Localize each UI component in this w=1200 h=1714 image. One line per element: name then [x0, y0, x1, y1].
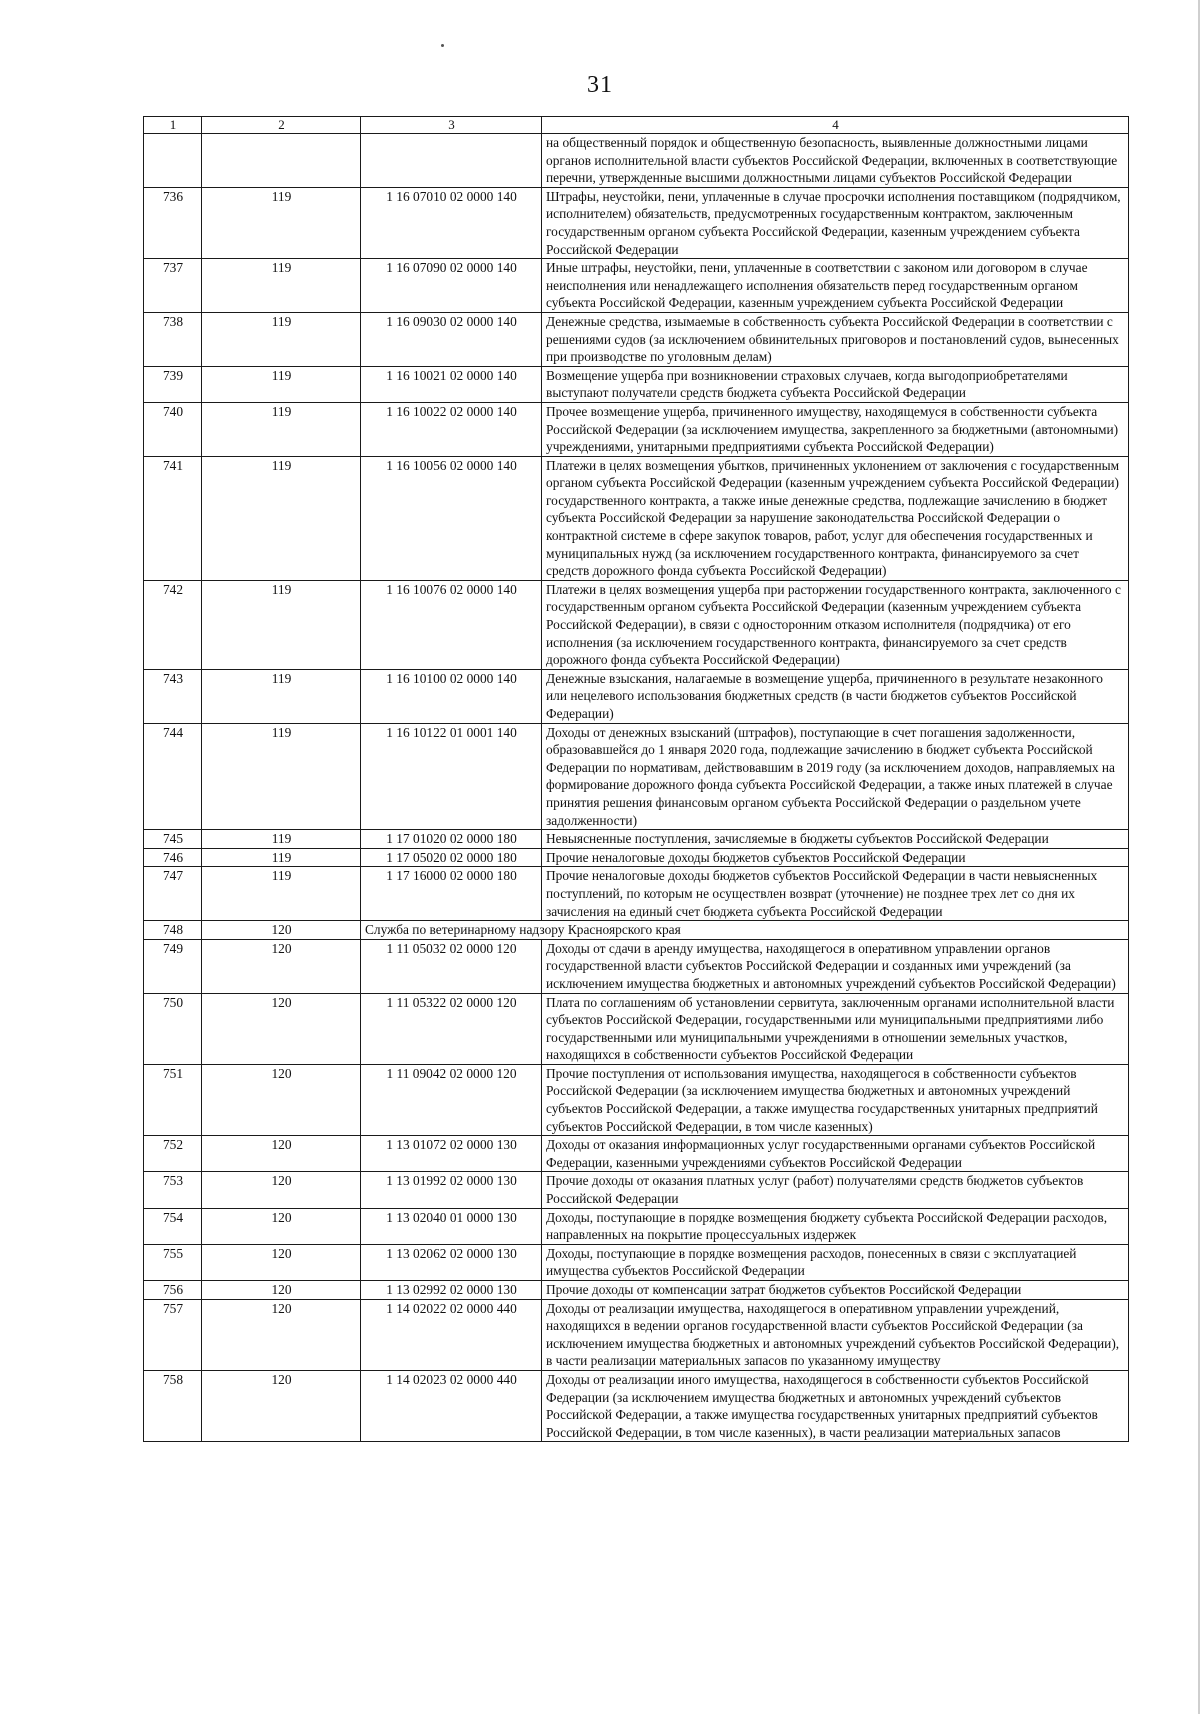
revenue-description: Штрафы, неустойки, пени, уплаченные в случае просрочки исполнения поставщиком (подрядчиком, исполнителем) обязательств, предусмотренных государственным контрактом, заключенным государственным органом субъекта Российской Федерации, казенным учреждением субъекта Российской Федерации [542, 187, 1129, 258]
revenue-description: Доходы от сдачи в аренду имущества, находящегося в оперативном управлении органов государственной власти субъектов Российской Федерации и созданных ими учреждений (за исключением имущества бюджетных и автономных учреждений субъектов Российской Федерации) [542, 939, 1129, 993]
column-header-4: 4 [542, 117, 1129, 134]
table-row [144, 402, 1129, 456]
table-row [144, 187, 1129, 258]
revenue-description: Денежные взыскания, налагаемые в возмещение ущерба, причиненного в результате незаконного или нецелевого использования бюджетных средств (в части бюджетов субъектов Российской Федерации) [542, 669, 1129, 723]
chapter-code: 120 [202, 1172, 361, 1208]
column-header-1: 1 [144, 117, 202, 134]
chapter-code: 120 [202, 993, 361, 1064]
budget-classification-code: 1 11 05032 02 0000 120 [361, 939, 542, 993]
row-number: 743 [144, 669, 202, 723]
chapter-code: 119 [202, 259, 361, 313]
budget-classification-code: 1 13 01992 02 0000 130 [361, 1172, 542, 1208]
revenue-description: Прочее возмещение ущерба, причиненного имуществу, находящемуся в собственности субъекта Российской Федерации (за исключением имущества, закрепленного за бюджетными (автономными) учреждениями, унитарными предприятиями субъекта Российской Федерации) [542, 402, 1129, 456]
table-row [144, 867, 1129, 921]
chapter-code: 119 [202, 723, 361, 830]
table-row [144, 993, 1129, 1064]
budget-classification-code: 1 13 02062 02 0000 130 [361, 1244, 542, 1280]
chapter-code: 119 [202, 830, 361, 849]
table-row [144, 1244, 1129, 1280]
row-number: 753 [144, 1172, 202, 1208]
budget-classification-code: 1 14 02023 02 0000 440 [361, 1370, 542, 1441]
chapter-code: 119 [202, 402, 361, 456]
chapter-code: 119 [202, 669, 361, 723]
revenue-description: Доходы от оказания информационных услуг государственными органами субъектов Российской Федерации, казенными учреждениями субъектов Российской Федерации [542, 1136, 1129, 1172]
revenue-description: на общественный порядок и общественную безопасность, выявленные должностными лицами органов исполнительной власти субъектов Российской Федерации, включенных в соответствующие перечни, утвержденные высшими должностными лицами субъектов Российской Федерации [542, 134, 1129, 188]
table-row [144, 1136, 1129, 1172]
column-header-3: 3 [361, 117, 542, 134]
row-number: 737 [144, 259, 202, 313]
chapter-code: 120 [202, 1281, 361, 1300]
budget-classification-code: 1 16 07090 02 0000 140 [361, 259, 542, 313]
chapter-code: 120 [202, 1208, 361, 1244]
chapter-code: 119 [202, 312, 361, 366]
row-number: 738 [144, 312, 202, 366]
revenue-description: Платежи в целях возмещения убытков, причиненных уклонением от заключения с государственным органом субъекта Российской Федерации (казенным учреждением субъекта Российской Федерации) государственного контракта, а также иные денежные средства, подлежащие зачислению в бюджет субъекта Российской Федерации за нарушение законодательства Российской Федерации о контрактной системе в сфере закупок товаров, работ, услуг для обеспечения государственных и муниципальных нужд (за исключением государственного контракта, финансируемого за счет средств дорожного фонда субъекта Российской Федерации) [542, 456, 1129, 580]
table-row [144, 848, 1129, 867]
revenue-description: Доходы от реализации имущества, находящегося в оперативном управлении учреждений, находящихся в ведении органов государственной власти субъектов Российской Федерации (за исключением имущества бюджетных и автономных учреждений субъектов Российской Федерации), в части реализации материальных запасов по указанному имуществу [542, 1299, 1129, 1370]
chapter-code: 119 [202, 366, 361, 402]
budget-classification-code: 1 11 09042 02 0000 120 [361, 1064, 542, 1135]
revenue-description: Плата по соглашениям об установлении сервитута, заключенным органами исполнительной власти субъектов Российской Федерации, государственными или муниципальными предприятиями либо государственными или муниципальными учреждениями в отношении земельных участков, находящихся в собственности субъектов Российской Федерации [542, 993, 1129, 1064]
budget-classification-code: 1 16 10021 02 0000 140 [361, 366, 542, 402]
table-row [144, 312, 1129, 366]
row-number: 747 [144, 867, 202, 921]
chapter-code: 119 [202, 456, 361, 580]
budget-classification-code: 1 13 02040 01 0000 130 [361, 1208, 542, 1244]
table-row [144, 830, 1129, 849]
chapter-code: 120 [202, 1136, 361, 1172]
row-number: 757 [144, 1299, 202, 1370]
revenue-description: Платежи в целях возмещения ущерба при расторжении государственного контракта, заключенного с государственным органом субъекта Российской Федерации (казенным учреждением субъекта Российской Федерации), в связи с односторонним отказом исполнителя (подрядчика) от его исполнения (за исключением государственного контракта, финансируемого за счет средств дорожного фонда субъекта Российской Федерации) [542, 580, 1129, 669]
page-number: 31 [587, 72, 613, 98]
revenue-description: Доходы от денежных взысканий (штрафов), поступающие в счет погашения задолженности, образовавшейся до 1 января 2020 года, подлежащие зачислению в бюджет субъекта Российской Федерации по нормативам, действовавшим в 2019 году (за исключением доходов, направляемых на формирование дорожного фонда субъекта Российской Федерации, а также иных платежей в случае принятия решения финансовым органом субъекта Российской Федерации о раздельном учете задолженности) [542, 723, 1129, 830]
budget-classification-code: 1 13 01072 02 0000 130 [361, 1136, 542, 1172]
table-row [144, 669, 1129, 723]
table-row [144, 1172, 1129, 1208]
revenue-description: Прочие доходы от компенсации затрат бюджетов субъектов Российской Федерации [542, 1281, 1129, 1300]
revenue-description: Доходы, поступающие в порядке возмещения расходов, понесенных в связи с эксплуатацией имущества субъектов Российской Федерации [542, 1244, 1129, 1280]
row-number: 754 [144, 1208, 202, 1244]
chapter-code [202, 134, 361, 188]
row-number: 755 [144, 1244, 202, 1280]
budget-classification-code: 1 16 09030 02 0000 140 [361, 312, 542, 366]
row-number: 748 [144, 921, 202, 940]
budget-classification-code: 1 17 01020 02 0000 180 [361, 830, 542, 849]
chapter-code: 119 [202, 580, 361, 669]
row-number: 736 [144, 187, 202, 258]
revenue-description: Денежные средства, изымаемые в собственность субъекта Российской Федерации в соответствии с решениями судов (за исключением обвинительных приговоров и постановлений судов, вынесенных при производстве по уголовным делам) [542, 312, 1129, 366]
revenue-description: Прочие неналоговые доходы бюджетов субъектов Российской Федерации [542, 848, 1129, 867]
revenue-description: Возмещение ущерба при возникновении страховых случаев, когда выгодоприобретателями выступают получатели средств бюджета субъекта Российской Федерации [542, 366, 1129, 402]
row-number: 750 [144, 993, 202, 1064]
row-number: 751 [144, 1064, 202, 1135]
row-number: 745 [144, 830, 202, 849]
chapter-code: 120 [202, 1244, 361, 1280]
chapter-code: 119 [202, 187, 361, 258]
chapter-code: 119 [202, 867, 361, 921]
table-body [144, 134, 1129, 1442]
budget-classification-code: 1 16 10122 01 0001 140 [361, 723, 542, 830]
table-row [144, 134, 1129, 188]
budget-classification-code: 1 17 05020 02 0000 180 [361, 848, 542, 867]
row-number: 746 [144, 848, 202, 867]
table-row [144, 1370, 1129, 1441]
row-number: 739 [144, 366, 202, 402]
revenue-description: Доходы от реализации иного имущества, находящегося в собственности субъектов Российской Федерации (за исключением имущества бюджетных и автономных учреждений субъектов Российской Федерации, а также имущества государственных унитарных предприятий субъектов Российской Федерации, в том числе казенных), в части реализации материальных запасов [542, 1370, 1129, 1441]
budget-classification-code: 1 16 07010 02 0000 140 [361, 187, 542, 258]
table-row [144, 1064, 1129, 1135]
budget-classification-code: 1 16 10100 02 0000 140 [361, 669, 542, 723]
table-header-row [144, 117, 1129, 134]
revenue-description: Прочие поступления от использования имущества, находящегося в собственности субъектов Российской Федерации (за исключением имущества бюджетных и автономных учреждений субъектов Российской Федерации, а также имущества государственных унитарных предприятий субъектов Российской Федерации, в том числе казенных) [542, 1064, 1129, 1135]
row-number [144, 134, 202, 188]
chapter-code: 120 [202, 939, 361, 993]
row-number: 741 [144, 456, 202, 580]
revenue-description: Иные штрафы, неустойки, пени, уплаченные в соответствии с законом или договором в случае неисполнения или ненадлежащего исполнения обязательств перед государственным органом субъекта Российской Федерации, казенным учреждением субъекта Российской Федерации [542, 259, 1129, 313]
budget-classification-code: 1 13 02992 02 0000 130 [361, 1281, 542, 1300]
department-name: Служба по ветеринарному надзору Красноярского края [361, 921, 1129, 940]
table-row [144, 1208, 1129, 1244]
table-row [144, 723, 1129, 830]
row-number: 758 [144, 1370, 202, 1441]
row-number: 740 [144, 402, 202, 456]
column-header-2: 2 [202, 117, 361, 134]
chapter-code: 120 [202, 1299, 361, 1370]
revenue-description: Доходы, поступающие в порядке возмещения бюджету субъекта Российской Федерации расходов, направленных на покрытие процессуальных издержек [542, 1208, 1129, 1244]
row-number: 756 [144, 1281, 202, 1300]
table-row [144, 921, 1129, 940]
budget-classification-code: 1 16 10022 02 0000 140 [361, 402, 542, 456]
table-row [144, 1299, 1129, 1370]
table-row [144, 366, 1129, 402]
chapter-code: 120 [202, 921, 361, 940]
row-number: 744 [144, 723, 202, 830]
budget-classification-code: 1 16 10076 02 0000 140 [361, 580, 542, 669]
budget-classification-code [361, 134, 542, 188]
budget-revenue-table [143, 116, 1129, 1442]
row-number: 749 [144, 939, 202, 993]
scan-speck [441, 44, 444, 47]
revenue-description: Прочие неналоговые доходы бюджетов субъектов Российской Федерации в части невыясненных поступлений, по которым не осуществлен возврат (уточнение) не позднее трех лет со дня их зачисления на единый счет бюджета субъекта Российской Федерации [542, 867, 1129, 921]
chapter-code: 120 [202, 1370, 361, 1441]
table-row [144, 1281, 1129, 1300]
table-row [144, 259, 1129, 313]
row-number: 742 [144, 580, 202, 669]
revenue-description: Невыясненные поступления, зачисляемые в бюджеты субъектов Российской Федерации [542, 830, 1129, 849]
table-row [144, 580, 1129, 669]
chapter-code: 119 [202, 848, 361, 867]
table-row [144, 939, 1129, 993]
revenue-description: Прочие доходы от оказания платных услуг (работ) получателями средств бюджетов субъектов Российской Федерации [542, 1172, 1129, 1208]
budget-classification-code: 1 17 16000 02 0000 180 [361, 867, 542, 921]
chapter-code: 120 [202, 1064, 361, 1135]
table-row [144, 456, 1129, 580]
row-number: 752 [144, 1136, 202, 1172]
budget-classification-code: 1 11 05322 02 0000 120 [361, 993, 542, 1064]
budget-classification-code: 1 16 10056 02 0000 140 [361, 456, 542, 580]
budget-classification-code: 1 14 02022 02 0000 440 [361, 1299, 542, 1370]
